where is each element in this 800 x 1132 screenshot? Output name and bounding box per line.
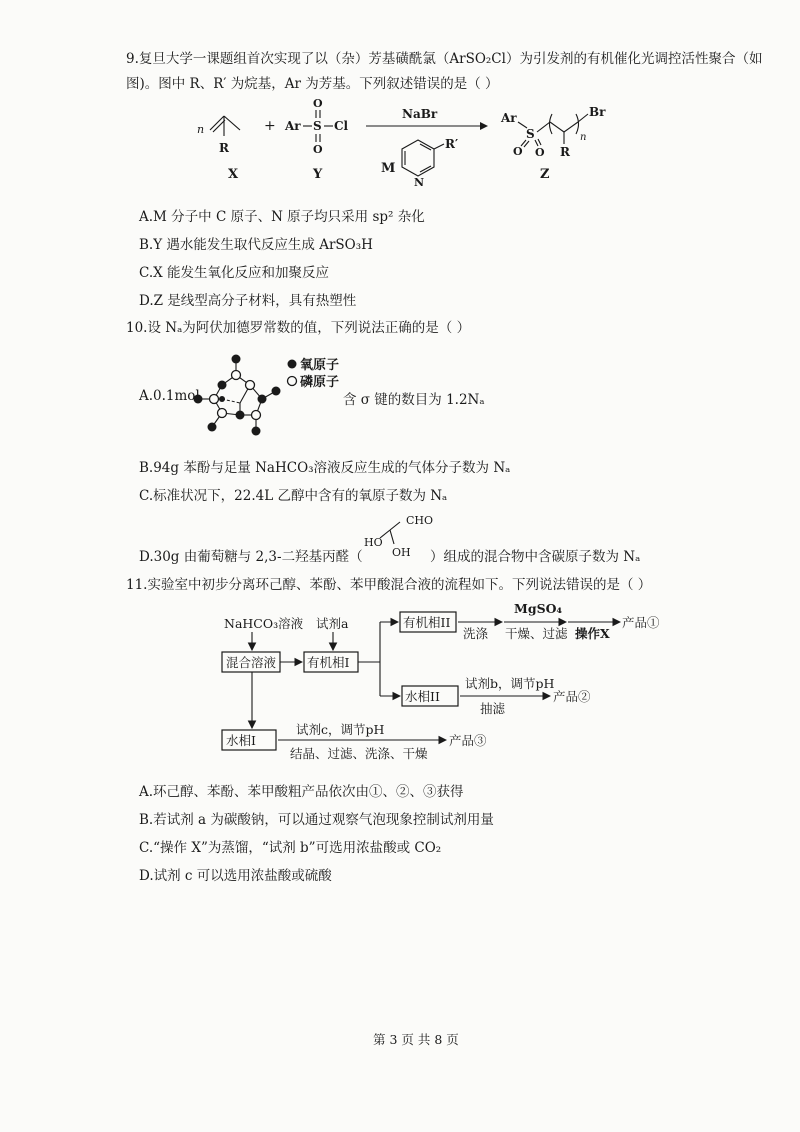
scheme-y-label: Y xyxy=(313,167,323,182)
q10-option-c: C.标准状况下，22.4L 乙醇中含有的氧原子数为 Nₐ xyxy=(139,488,448,504)
scheme-z-br: Br xyxy=(589,105,606,119)
flow-op-x: 操作X xyxy=(575,626,610,641)
flow-reagent-b: 试剂b，调节pH xyxy=(465,676,555,691)
flow-product3: 产品③ xyxy=(449,733,487,748)
flow-nahco3: NaHCO₃溶液 xyxy=(224,616,304,631)
q9-option-d: D.Z 是线型高分子材料，具有热塑性 xyxy=(139,293,357,309)
scheme-z-n: n xyxy=(580,132,587,143)
legend-oxygen: 氧原子 xyxy=(300,358,340,373)
q10-option-b: B.94g 苯酚与足量 NaHCO₃溶液反应生成的气体分子数为 Nₐ xyxy=(139,460,511,476)
q9-stem-line2: 图)。图中 R、R′ 为烷基，Ar 为芳基。下列叙述错误的是（ ） xyxy=(126,76,499,92)
flow-mgso4: MgSO₄ xyxy=(514,601,562,616)
scheme-z-ar: Ar xyxy=(501,111,517,125)
q11-option-d: D.试剂 c 可以选用浓盐酸或硫酸 xyxy=(139,868,332,884)
q10-stem: 10.设 Nₐ为阿伏加德罗常数的值，下列说法正确的是（ ） xyxy=(126,320,471,336)
scheme-reagent: NaBr xyxy=(402,107,438,121)
scheme-plus: + xyxy=(264,118,276,134)
scheme-z-o1: O xyxy=(513,145,523,158)
scheme-y-ar: Ar xyxy=(285,119,301,133)
q11-option-b: B.若试剂 a 为碳酸钠，可以通过观察气泡现象控制试剂用量 xyxy=(139,812,494,828)
scheme-y-o-bottom: O xyxy=(313,143,323,156)
flow-org1: 有机相I xyxy=(307,655,350,670)
flow-org2: 有机相II xyxy=(403,615,451,630)
separation-flowchart xyxy=(0,600,800,770)
q9-option-b: B.Y 遇水能发生取代反应生成 ArSO₃H xyxy=(139,237,373,253)
q11-option-c: C.“操作 X”为蒸馏，“试剂 b”可选用浓盐酸或 CO₂ xyxy=(139,840,442,856)
scheme-z-s: S xyxy=(526,127,535,141)
flow-crystal: 结晶、过滤、洗涤、干燥 xyxy=(290,746,428,761)
scheme-z-r: R xyxy=(560,145,570,159)
scheme-x-r: R xyxy=(219,141,229,155)
structure-oh: OH xyxy=(392,546,411,559)
scheme-y-o-top: O xyxy=(313,97,323,110)
scheme-z-label: Z xyxy=(540,167,550,182)
structure-cho: CHO xyxy=(406,514,434,527)
q11-stem: 11.实验室中初步分离环己醇、苯酚、苯甲酸混合液的流程如下。下列说法错误的是（ ） xyxy=(126,577,652,593)
q9-option-c: C.X 能发生氧化反应和加聚反应 xyxy=(139,265,330,281)
q10-option-d-prefix: D.30g 由葡萄糖与 2,3-二羟基丙醛（ xyxy=(139,549,363,565)
flow-wash: 洗涤 xyxy=(463,626,489,641)
scheme-y-cl: Cl xyxy=(334,119,349,133)
q9-option-a: A.M 分子中 C 原子、N 原子均只采用 sp² 杂化 xyxy=(139,209,425,225)
q10-option-d-suffix: ）组成的混合物中含碳原子数为 Nₐ xyxy=(430,549,641,565)
scheme-m-r: R′ xyxy=(445,137,459,151)
flow-aq2: 水相II xyxy=(405,689,440,704)
structure-ho: HO xyxy=(364,536,383,549)
flow-reagent-c: 试剂c，调节pH xyxy=(296,722,385,737)
q9-stem-line1: 9.复旦大学一课题组首次实现了以（杂）芳基磺酰氯（ArSO₂Cl）为引发剂的有机催化光调控活性聚合（如 xyxy=(126,51,763,67)
flow-product1: 产品① xyxy=(622,615,660,630)
scheme-y-s: S xyxy=(313,119,322,133)
flow-aq1: 水相I xyxy=(226,733,256,748)
q9-reaction-scheme xyxy=(0,97,800,210)
q10-option-a-suffix: 含 σ 键的数目为 1.2Nₐ xyxy=(343,392,485,408)
q11-option-a: A.环己醇、苯酚、苯甲酸粗产品依次由①、②、③获得 xyxy=(139,784,464,800)
scheme-x-label: X xyxy=(228,167,239,182)
scheme-z-o2: O xyxy=(535,146,545,159)
flow-mixed: 混合溶液 xyxy=(226,655,277,670)
page-footer: 第 3 页 共 8 页 xyxy=(373,1032,459,1047)
scheme-x-n: n xyxy=(197,123,205,136)
legend-phosphorus: 磷原子 xyxy=(300,375,340,390)
glyceraldehyde-structure xyxy=(0,512,800,558)
scheme-m-n: N xyxy=(414,176,425,189)
flow-product2: 产品② xyxy=(553,689,591,704)
flow-dry-filter: 干燥、过滤 xyxy=(505,626,568,641)
flow-reagent-a: 试剂a xyxy=(316,616,349,631)
flow-suction: 抽滤 xyxy=(480,701,506,716)
scheme-m-label: M xyxy=(381,161,396,176)
q10-option-a-prefix: A.0.1mol xyxy=(139,388,200,404)
